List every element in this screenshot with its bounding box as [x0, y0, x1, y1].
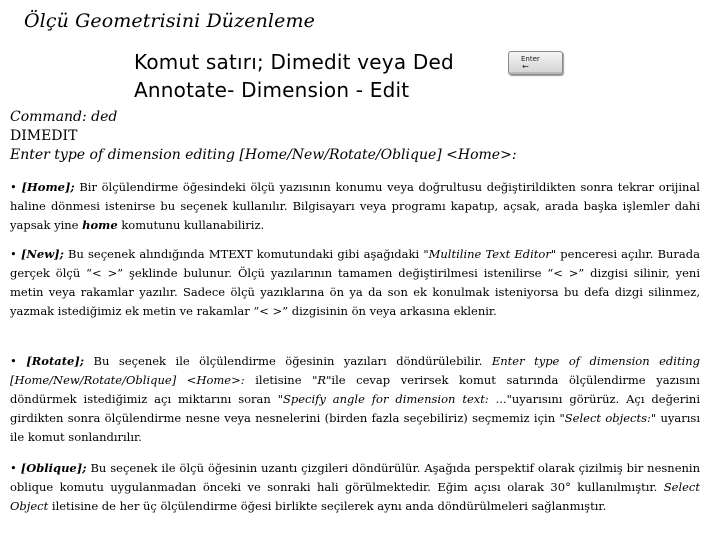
oblique-prompt: Select Object — [10, 480, 700, 513]
rotate-prompt-4: "Select objects:" — [559, 411, 657, 425]
option-oblique-name: [Oblique]; — [20, 461, 87, 475]
option-home-name: [Home]; — [21, 180, 75, 194]
option-rotate-name: [Rotate]; — [26, 354, 85, 368]
option-new-name: [New]; — [20, 247, 64, 261]
enter-key-image — [508, 51, 563, 75]
rotate-prompt-3: "Specify angle for dimension text: ..." — [277, 392, 512, 406]
option-rotate-text: Bu seçenek ile ölçülendirme öğesinin yazıları döndürülebilir. — [84, 354, 492, 368]
option-oblique-text-end: iletisine de her üç ölçülendirme öğesi birlikte seçilerek aynı anda döndürülmeleri sağlanmıştır. — [48, 499, 607, 513]
command-line-2: DIMEDIT — [10, 128, 78, 144]
option-new-text-end: penceresi açılır. Burada gerçek ölçü “< >” şeklinde bulunur. Ölçü yazılarının tamamen değiştirilmesi istenilirse “< >” dizgisi silinir, yeni metin veya rakamlar yazılır. Sadece ölçü yazıklarına ön ya da son ek konulmak isteniyorsa bu defa dizgi silinmez, yazmak istediğimiz ek metin ve rakamlar “< >” dizgisinin ön veya arkasına eklenir. — [10, 247, 701, 318]
command-subheading: Komut satırı; Dimedit veya Ded — [134, 50, 454, 74]
editor-name: "Multiline Text Editor" — [423, 247, 557, 261]
rotate-prompt-2: "R" — [312, 373, 332, 387]
option-rotate-text-5: uyarısı ile komut sonlandırılır. — [10, 411, 701, 444]
enter-arrow-icon: ← — [522, 62, 529, 71]
option-new-text: Bu seçenek alındığında MTEXT komutundaki gibi aşağıdaki — [63, 247, 424, 261]
bullet: • — [10, 247, 17, 261]
option-rotate-paragraph — [10, 352, 700, 447]
option-home-text: Bir ölçülendirme öğesindeki ölçü yazısının konumu veya doğrultusu değiştirildikten sonra tekrar orijinal haline dönmesi istenirse bu seçenek kullanılır. Bilgisayarı veya programı kapatıp, açsak, arada başka işlemler dahi yapsak yine — [10, 180, 700, 232]
page-title: Ölçü Geometrisini Düzenleme — [24, 10, 315, 32]
command-line-3: Enter type of dimension editing [Home/New/Rotate/Oblique] <Home>: — [10, 147, 517, 163]
command-line-1: Command: ded — [10, 109, 118, 125]
option-oblique-text: Bu seçenek ile ölçü öğesinin uzantı çizgileri döndürülür. Aşağıda perspektif olarak çizilmiş bir nesnenin oblique komutu uygulanmadan önceki ve sonraki hali görülmektedir. Eğim açısı olarak 30° kullanılmıştır. — [10, 461, 701, 494]
bullet: • — [10, 180, 17, 194]
option-home-text-end: komutunu kullanabiliriz. — [117, 218, 265, 232]
bullet: • — [10, 354, 17, 368]
option-new-paragraph — [10, 245, 700, 321]
option-home-paragraph — [10, 178, 700, 235]
rotate-prompt-1: Enter type of dimension editing [Home/New/Rotate/Oblique] <Home>: — [10, 354, 701, 387]
option-rotate-text-4: uyarısını görürüz. Açı değerini girdikten sonra ölçülendirme nesne veya nesnelerini (birden fazla seçebiliriz) seçmemiz için — [10, 392, 700, 425]
option-rotate-text-3: ile cevap verirsek komut satırında ölçülendirme yazısını döndürmek istediğimiz açı miktarını soran — [10, 373, 700, 406]
menu-path-subheading: Annotate- Dimension - Edit — [134, 78, 410, 102]
option-oblique-paragraph — [10, 459, 700, 516]
bullet: • — [10, 461, 17, 475]
option-rotate-text-2: iletisine — [244, 373, 313, 387]
home-keyword: home — [82, 218, 118, 232]
enter-key-label: Enter — [521, 55, 540, 63]
